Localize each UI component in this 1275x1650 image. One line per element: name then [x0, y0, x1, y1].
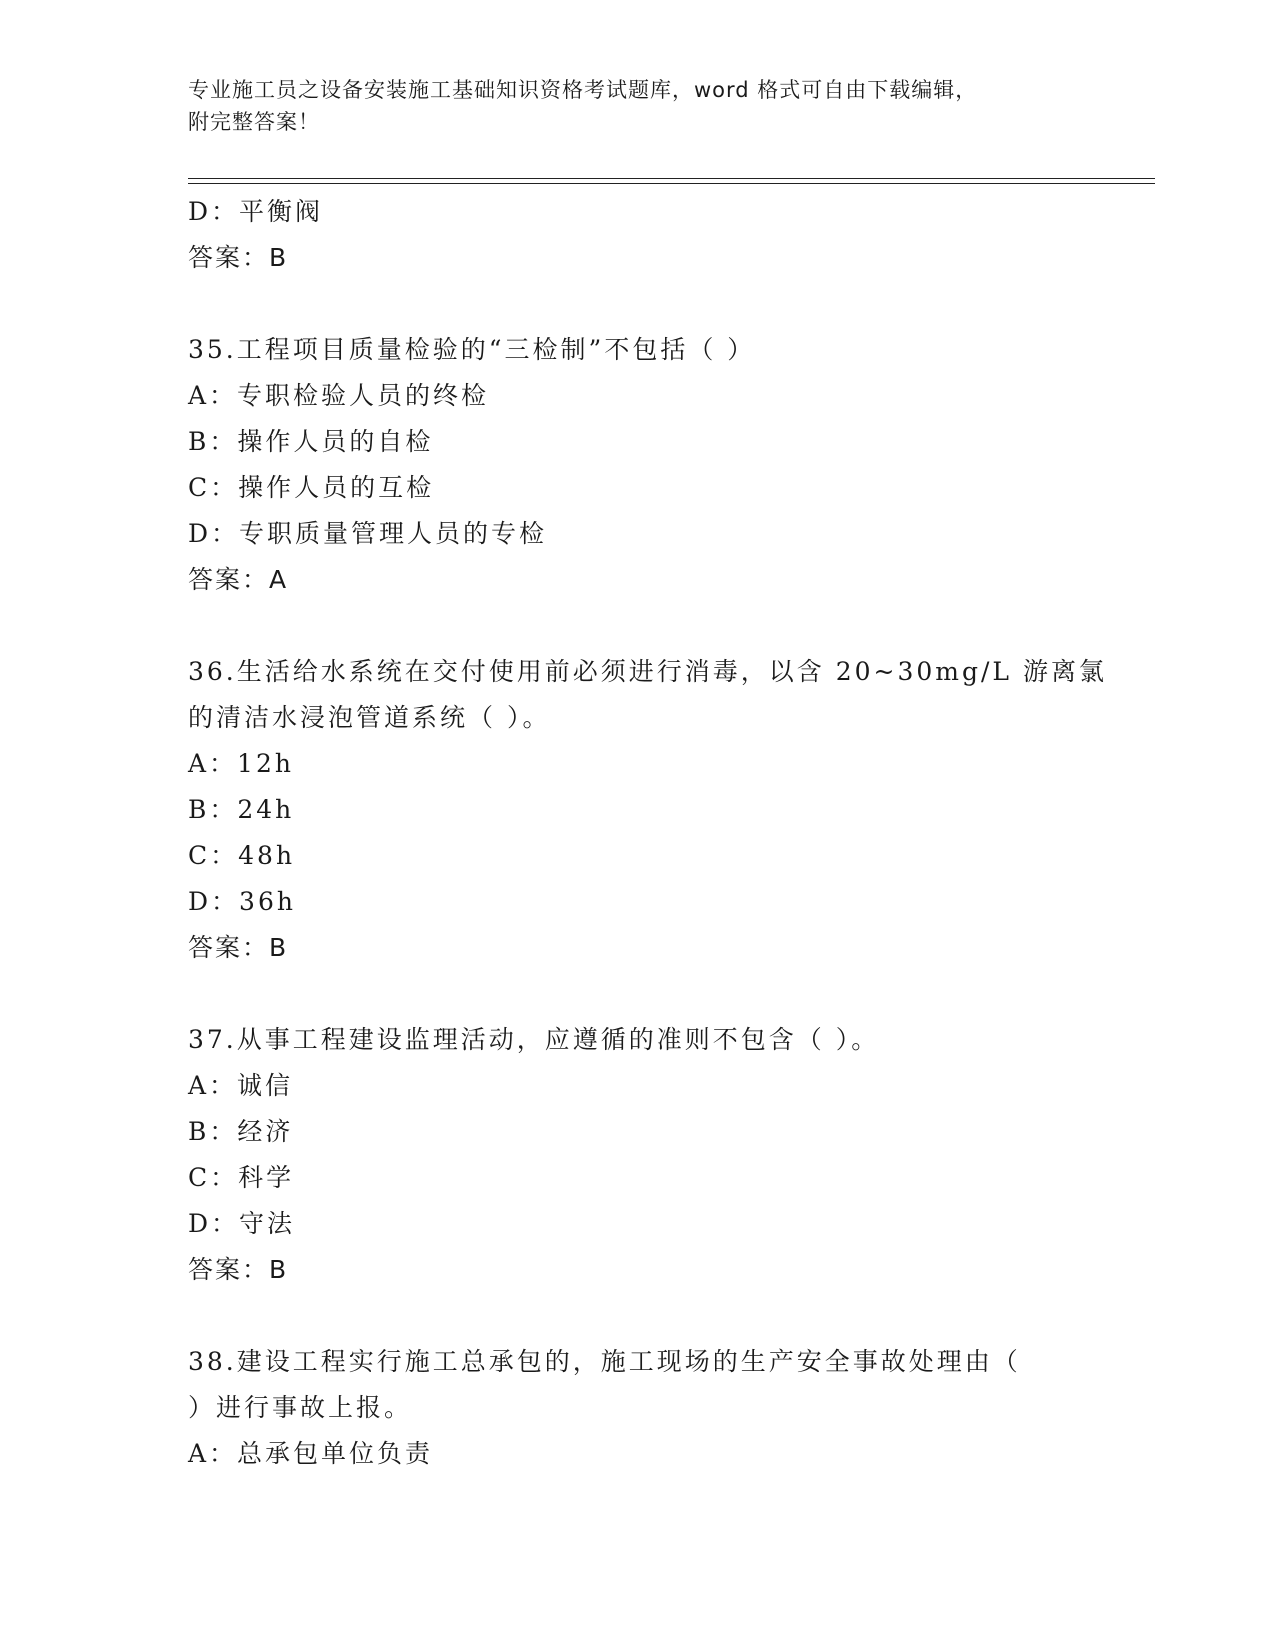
- spacer: [188, 971, 1088, 1017]
- option-d: D：专职质量管理人员的专检: [188, 519, 548, 548]
- prev-question-tail: [188, 189, 1088, 281]
- option-d: D：守法: [188, 1209, 296, 1238]
- question-38: [188, 1339, 1088, 1477]
- document-header: [188, 74, 1088, 138]
- option-a: A：12h: [188, 749, 294, 778]
- header-line-2: 附完整答案！: [188, 110, 320, 134]
- question-text-cont: ）进行事故上报。: [188, 1393, 413, 1422]
- answer-line: 答案：B: [188, 933, 289, 962]
- option-d: D：36h: [188, 887, 296, 916]
- question-37: [188, 1017, 1088, 1293]
- question-text: 36.生活给水系统在交付使用前必须进行消毒，以含 20~30mg/L 游离氯: [188, 657, 1107, 686]
- option-b: B：操作人员的自检: [188, 427, 434, 456]
- spacer: [188, 281, 1088, 327]
- question-text: 37.从事工程建设监理活动，应遵循的准则不包含（ ）。: [188, 1025, 880, 1054]
- question-text: 38.建设工程实行施工总承包的，施工现场的生产安全事故处理由（: [188, 1347, 1021, 1376]
- answer-line: 答案：B: [188, 243, 289, 272]
- option-c: C：操作人员的互检: [188, 473, 435, 502]
- question-35: [188, 327, 1088, 603]
- answer-line: 答案：B: [188, 1255, 289, 1284]
- question-text-cont: 的清洁水浸泡管道系统（ ）。: [188, 703, 551, 732]
- option-c: C：48h: [188, 841, 296, 870]
- answer-line: 答案：A: [188, 565, 289, 594]
- option-a: A：总承包单位负责: [188, 1439, 434, 1468]
- option-b: B：24h: [188, 795, 295, 824]
- question-text: 35.工程项目质量检验的“三检制”不包括（ ）: [188, 335, 756, 364]
- spacer: [188, 1293, 1088, 1339]
- header-line-1: 专业施工员之设备安装施工基础知识资格考试题库，word 格式可自由下载编辑，: [188, 78, 978, 102]
- option-a: A：诚信: [188, 1071, 294, 1100]
- option-c: C：科学: [188, 1163, 295, 1192]
- header-divider-bottom: [188, 183, 1155, 184]
- spacer: [188, 603, 1088, 649]
- option-d: D：平衡阀: [188, 197, 324, 226]
- header-divider-top: [188, 178, 1155, 179]
- question-36: [188, 649, 1107, 971]
- option-b: B：经济: [188, 1117, 294, 1146]
- document-body: [188, 189, 1107, 1477]
- option-a: A：专职检验人员的终检: [188, 381, 490, 410]
